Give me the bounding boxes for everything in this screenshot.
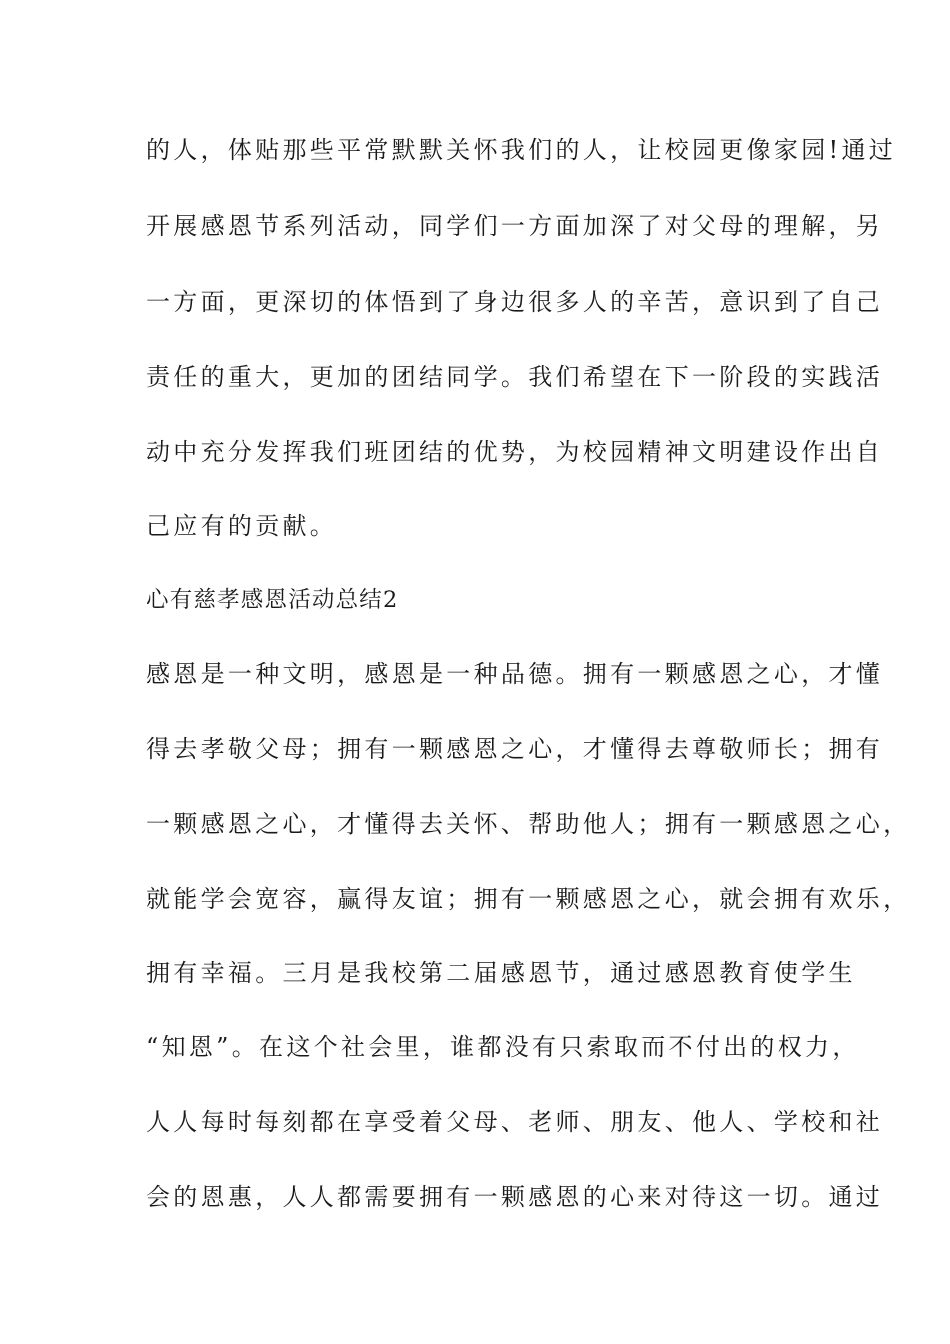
paragraph-line: 感恩是一种文明，感恩是一种品德。拥有一颗感恩之心，才懂: [146, 660, 884, 688]
paragraph-line: 责任的重大，更加的团结同学。我们希望在下一阶段的实践活: [146, 363, 884, 391]
paragraph-line: 开展感恩节系列活动，同学们一方面加深了对父母的理解，另: [146, 212, 884, 240]
section-heading: 心有慈孝感恩活动总结2: [146, 587, 399, 613]
paragraph-line: 人人每时每刻都在享受着父母、老师、朋友、他人、学校和社: [146, 1108, 884, 1136]
paragraph-line: 一颗感恩之心，才懂得去关怀、帮助他人；拥有一颗感恩之心，: [146, 810, 911, 838]
paragraph-line: 拥有幸福。三月是我校第二届感恩节，通过感恩教育使学生: [146, 959, 856, 987]
paragraph-line: 得去孝敬父母；拥有一颗感恩之心，才懂得去尊敬师长；拥有: [146, 735, 884, 763]
paragraph-line: 己应有的贡献。: [146, 512, 338, 540]
paragraph-line: 就能学会宽容，赢得友谊；拥有一颗感恩之心，就会拥有欢乐，: [146, 885, 911, 913]
paragraph-line: 一方面，更深切的体悟到了身边很多人的辛苦，意识到了自己: [146, 288, 884, 316]
paragraph-line: 动中充分发挥我们班团结的优势，为校园精神文明建设作出自: [146, 438, 884, 466]
paragraph-line: 会的恩惠，人人都需要拥有一颗感恩的心来对待这一切。通过: [146, 1183, 884, 1211]
paragraph-line: 的人，体贴那些平常默默关怀我们的人，让校园更像家园!通过: [146, 136, 897, 164]
paragraph-line: “知恩”。在这个社会里，谁都没有只索取而不付出的权力，: [146, 1033, 860, 1061]
